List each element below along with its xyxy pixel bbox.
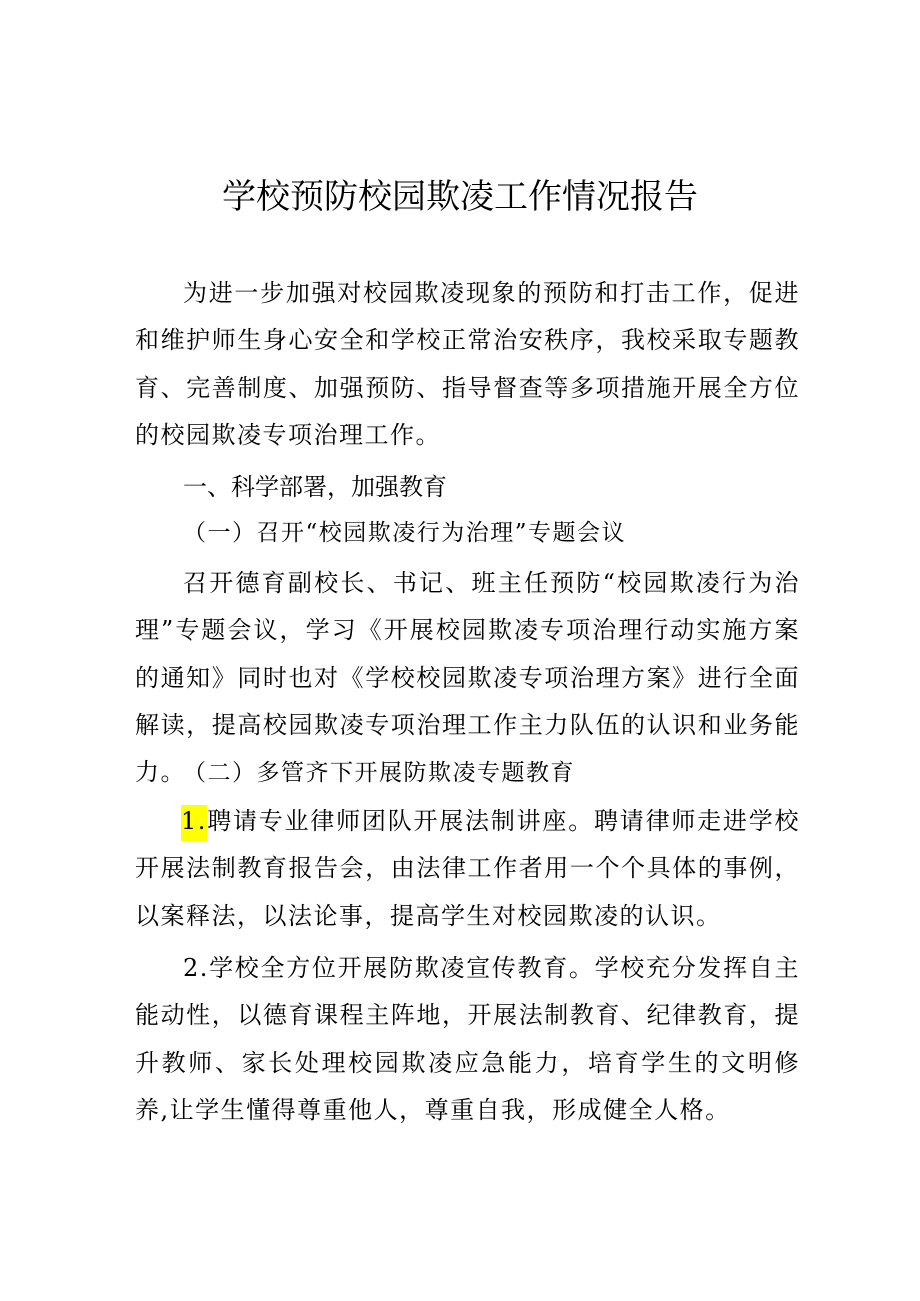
subsection-1-paragraph: 召开德育副校长、书记、班主任预防“校园欺凌行为治理”专题会议，学习《开展校园欺凌专项治理行动实施方案的通知》同时也对《学校校园欺凌专项治理方案》进行全面解读，提高校园欺凌专项治理工作主力队伍的认识和业务能力。 xyxy=(135,569,800,787)
subsection-heading-1: （一）召开“校园欺凌行为治理”专题会议 xyxy=(183,520,627,546)
item-2-paragraph: 2.学校全方位开展防欺凌宣传教育。学校充分发挥自主能动性，以德育课程主阵地，开展法制教育、纪律教育，提升教师、家长处理校园欺凌应急能力，培育学生的文明修养,让学生懂得尊重他人，尊重自我，形成健全人格。 xyxy=(135,954,800,1124)
section-heading-1: 一、科学部署，加强教育 xyxy=(183,473,447,501)
document-title: 学校预防校园欺凌工作情况报告 xyxy=(222,177,698,217)
intro-paragraph: 为进一步加强对校园欺凌现象的预防和打击工作，促进和维护师生身心安全和学校正常治安秩序，我校采取专题教育、完善制度、加强预防、指导督查等多项措施开展全方位的校园欺凌专项治理工作。 xyxy=(135,279,800,449)
subsection-heading-2: （二）多管齐下开展防欺凌专题教育 xyxy=(183,760,575,786)
item-1-number-highlight: 1. xyxy=(181,805,207,841)
item-1-text: 聘请专业律师团队开展法制讲座。聘请律师走进学校开展法制教育报告会，由法律工作者用一个个具体的事例，以案释法，以法论事，提高学生对校园欺凌的认识。 xyxy=(135,807,800,930)
item-1-paragraph xyxy=(135,798,800,940)
